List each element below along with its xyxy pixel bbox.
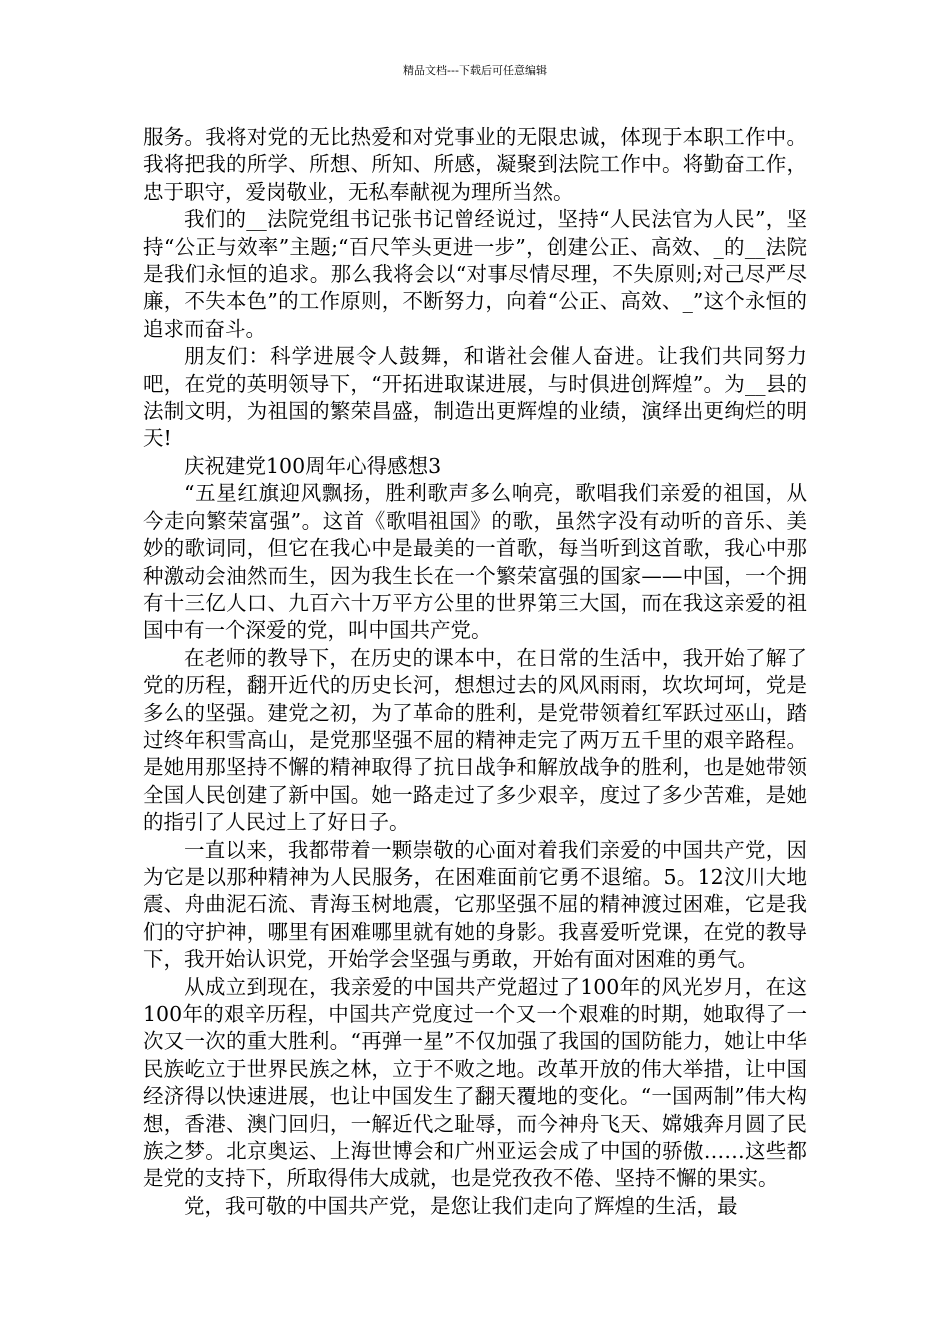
section-heading: 庆祝建党100周年心得感想3 (184, 453, 442, 478)
document-body (143, 124, 807, 1220)
paragraph: 朋友们：科学进展令人鼓舞，和谐社会催人奋进。让我们共同努力吧，在党的英明领导下，“开拓进取谋进展，与时俱进创辉煌”。为__县的法制文明，为祖国的繁荣昌盛，制造出更辉煌的业绩，演绎出更绚烂的明天! (143, 344, 807, 451)
paragraph-continuation: 服务。我将对党的无比热爱和对党事业的无限忠诚，体现于本职工作中。我将把我的所学、所想、所知、所感，凝聚到法院工作中。将勤奋工作，忠于职守，爱岗敬业，无私奉献视为理所当然。 (143, 125, 807, 204)
paragraph: 党，我可敬的中国共产党，是您让我们走向了辉煌的生活，最 (184, 1193, 738, 1218)
paragraph: 一直以来，我都带着一颗崇敬的心面对着我们亲爱的中国共产党，因为它是以那种精神为人民服务，在困难面前它勇不退缩。5。12汶川大地震、舟曲泥石流、青海玉树地震，它那坚强不屈的精神渡过困难，它是我们的守护神，哪里有困难哪里就有她的身影。我喜爱听党课，在党的教导下，我开始认识党，开始学会坚强与勇敢，开始有面对困难的勇气。 (143, 837, 807, 972)
paragraph: 从成立到现在，我亲爱的中国共产党超过了100年的风光岁月，在这100年的艰辛历程，中国共产党度过一个又一个艰难的时期，她取得了一次又一次的重大胜利。“再弹一星”不仅加强了我国的国防能力，她让中华民族屹立于世界民族之林，立于不败之地。改革开放的伟大举措，让中国经济得以快速进展，也让中国发生了翻天覆地的变化。“一国两制”伟大构想，香港、澳门回归，一解近代之耻辱，而今神舟飞天、嫦娥奔月圆了民族之梦。北京奥运、上海世博会和广州亚运会成了中国的骄傲……这些都是党的支持下，所取得伟大成就，也是党孜孜不倦、坚持不懈的果实。 (143, 974, 807, 1191)
paragraph: “五星红旗迎风飘扬，胜利歌声多么响亮，歌唱我们亲爱的祖国，从今走向繁荣富强”。这首《歌唱祖国》的歌，虽然字没有动听的音乐、美妙的歌词同，但它在我心中是最美的一首歌，每当听到这首歌，我心中那种激动会油然而生，因为我生长在一个繁荣富强的国家——中国，一个拥有十三亿人口、九百六十万平方公里的世界第三大国，而在我这亲爱的祖国中有一个深爱的党，叫中国共产党。 (143, 481, 807, 643)
paragraph: 我们的__法院党组书记张书记曾经说过，坚持“人民法官为人民”，坚持“公正与效率”主题;“百尺竿头更进一步”，创建公正、高效、_的__法院是我们永恒的追求。那么我将会以“对事尽情尽理，不失原则;对己尽严尽廉，不失本色”的工作原则，不断努力，向着“公正、高效、_”这个永恒的追求而奋斗。 (143, 207, 807, 341)
page-header: 精品文档---下载后可任意编辑 (403, 64, 547, 77)
paragraph: 在老师的教导下，在历史的课本中，在日常的生活中，我开始了解了党的历程，翻开近代的历史长河，想想过去的风风雨雨，坎坎坷坷，党是多么的坚强。建党之初，为了革命的胜利，是党带领着红军跃过巫山，踏过终年积雪高山，是党那坚强不屈的精神走完了两万五千里的艰辛路程。是她用那坚持不懈的精神取得了抗日战争和解放战争的胜利，也是她带领全国人民创建了新中国。她一路走过了多少艰辛，度过了多少苦难，是她的指引了人民过上了好日子。 (143, 645, 807, 835)
